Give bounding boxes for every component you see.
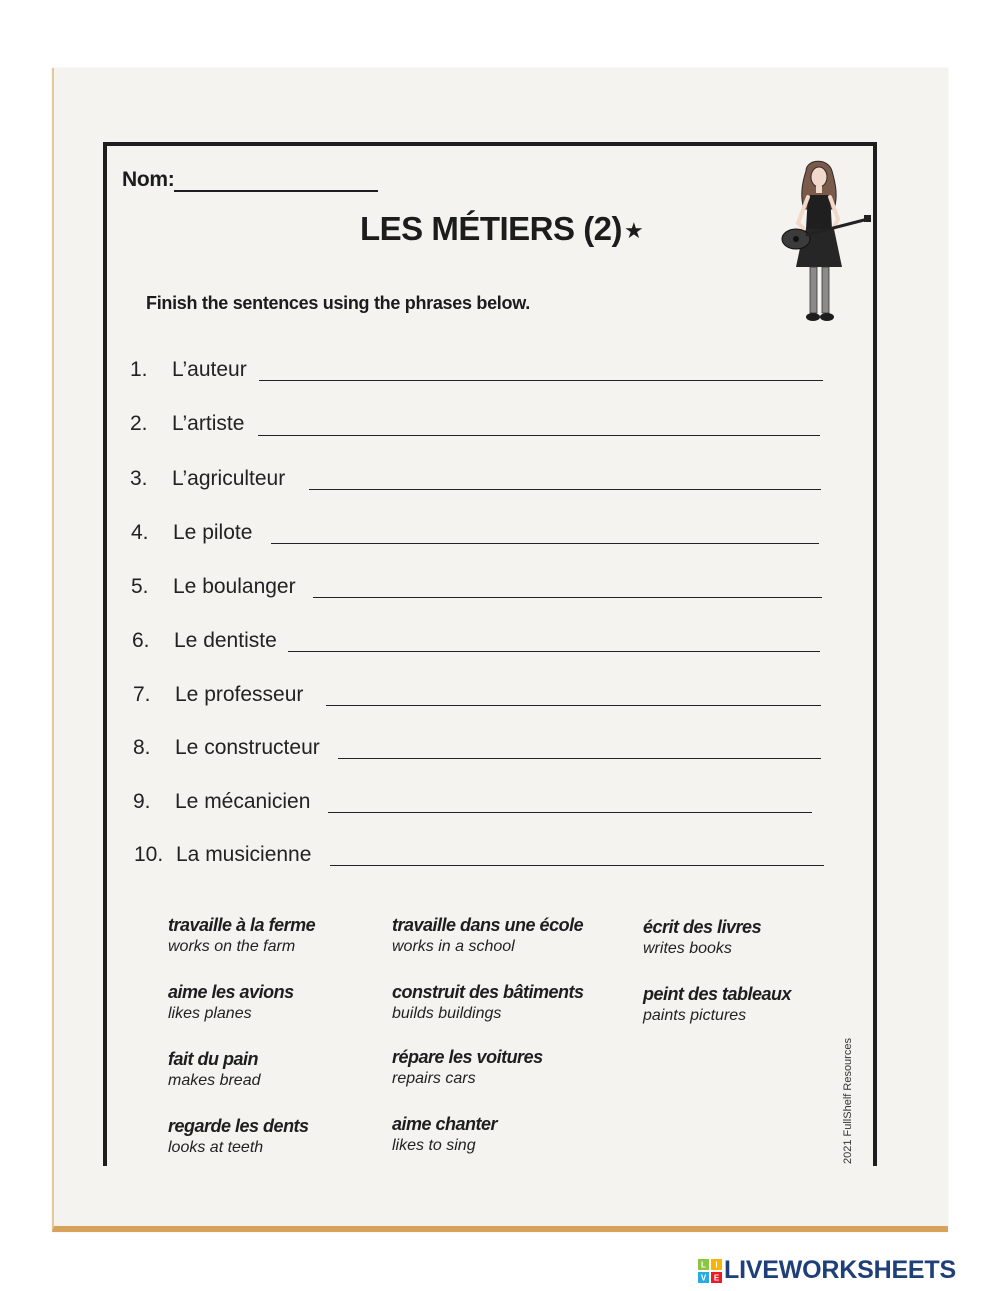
phrase-english: looks at teeth (168, 1139, 264, 1156)
phrase-english: writes books (643, 940, 732, 957)
sentence-number: 9. (133, 790, 151, 813)
sentence-number: 8. (133, 736, 151, 759)
answer-blank[interactable] (259, 380, 823, 381)
phrase-english: makes bread (168, 1072, 261, 1089)
phrase-french: répare les voitures (392, 1047, 543, 1067)
phrase-item (168, 982, 294, 1023)
phrase-english: likes to sing (392, 1137, 476, 1154)
phrase-item (643, 917, 761, 958)
sentence-subject: Le pilote (173, 521, 253, 544)
phrase-item (392, 915, 583, 956)
answer-blank[interactable] (326, 705, 821, 706)
brand-name: LIVEWORKSHEETS (724, 1256, 956, 1284)
sentence-subject: L’agriculteur (172, 467, 286, 490)
worksheet-title: LES MÉTIERS (2) (360, 210, 623, 247)
sentence-subject: Le dentiste (174, 629, 277, 652)
sentence-subject: Le professeur (175, 683, 304, 706)
sentence-subject: Le mécanicien (175, 790, 311, 813)
phrase-french: regarde les dents (168, 1116, 309, 1136)
phrase-item (392, 1114, 497, 1155)
logo-letter-l: L (701, 1260, 706, 1269)
sentence-number: 7. (133, 683, 151, 706)
logo-letter-v: V (700, 1273, 707, 1282)
phrase-english: works in a school (392, 938, 515, 955)
phrase-item (168, 1116, 309, 1157)
answer-blank[interactable] (288, 651, 820, 652)
answer-blank[interactable] (309, 489, 821, 490)
guitarist-illustration (776, 157, 872, 327)
phrase-english: likes planes (168, 1005, 252, 1022)
phrase-item (392, 982, 584, 1023)
sentence-number: 6. (132, 629, 150, 652)
copyright-notice: 2021 FullShelf Resources (842, 1038, 854, 1164)
phrase-english: paints pictures (643, 1007, 747, 1024)
sentence-subject: L’auteur (172, 358, 247, 381)
sentence-subject: L’artiste (172, 412, 245, 435)
phrase-item (168, 1049, 261, 1090)
sentence-number: 1. (130, 358, 148, 381)
logo-letter-i: I (715, 1260, 718, 1269)
phrase-english: works on the farm (168, 938, 296, 955)
phrase-french: aime les avions (168, 982, 294, 1002)
answer-blank[interactable] (338, 758, 821, 759)
liveworksheets-brand[interactable] (698, 1256, 956, 1285)
sentence-number: 3. (130, 467, 148, 490)
name-label: Nom: (122, 168, 175, 191)
name-field-line[interactable] (174, 190, 378, 192)
sentence-subject: La musicienne (176, 843, 312, 866)
phrase-english: repairs cars (392, 1070, 476, 1087)
answer-blank[interactable] (328, 812, 812, 813)
answer-blank[interactable] (271, 543, 819, 544)
phrase-french: construit des bâtiments (392, 982, 584, 1002)
phrase-french: écrit des livres (643, 917, 762, 937)
instructions: Finish the sentences using the phrases below. (146, 293, 530, 313)
liveworksheets-logo-icon (698, 1259, 722, 1283)
star-icon: ★ (624, 218, 644, 243)
phrase-french: travaille dans une école (392, 915, 584, 935)
logo-letter-e: E (713, 1273, 720, 1282)
sentence-subject: Le boulanger (173, 575, 296, 598)
phrase-item (643, 984, 791, 1025)
phrase-english: builds buildings (392, 1005, 502, 1022)
sentence-number: 4. (131, 521, 149, 544)
sentence-number: 2. (130, 412, 148, 435)
phrase-item (168, 915, 315, 956)
sentence-subject: Le constructeur (175, 736, 320, 759)
answer-blank[interactable] (313, 597, 822, 598)
sentence-number: 5. (131, 575, 149, 598)
sentence-number: 10. (134, 843, 164, 866)
phrase-french: fait du pain (168, 1049, 258, 1069)
phrase-item (392, 1047, 543, 1088)
answer-blank[interactable] (330, 865, 824, 866)
phrase-french: peint des tableaux (643, 984, 792, 1004)
phrase-french: aime chanter (392, 1114, 498, 1134)
answer-blank[interactable] (258, 435, 820, 436)
phrase-french: travaille à la ferme (168, 915, 316, 935)
